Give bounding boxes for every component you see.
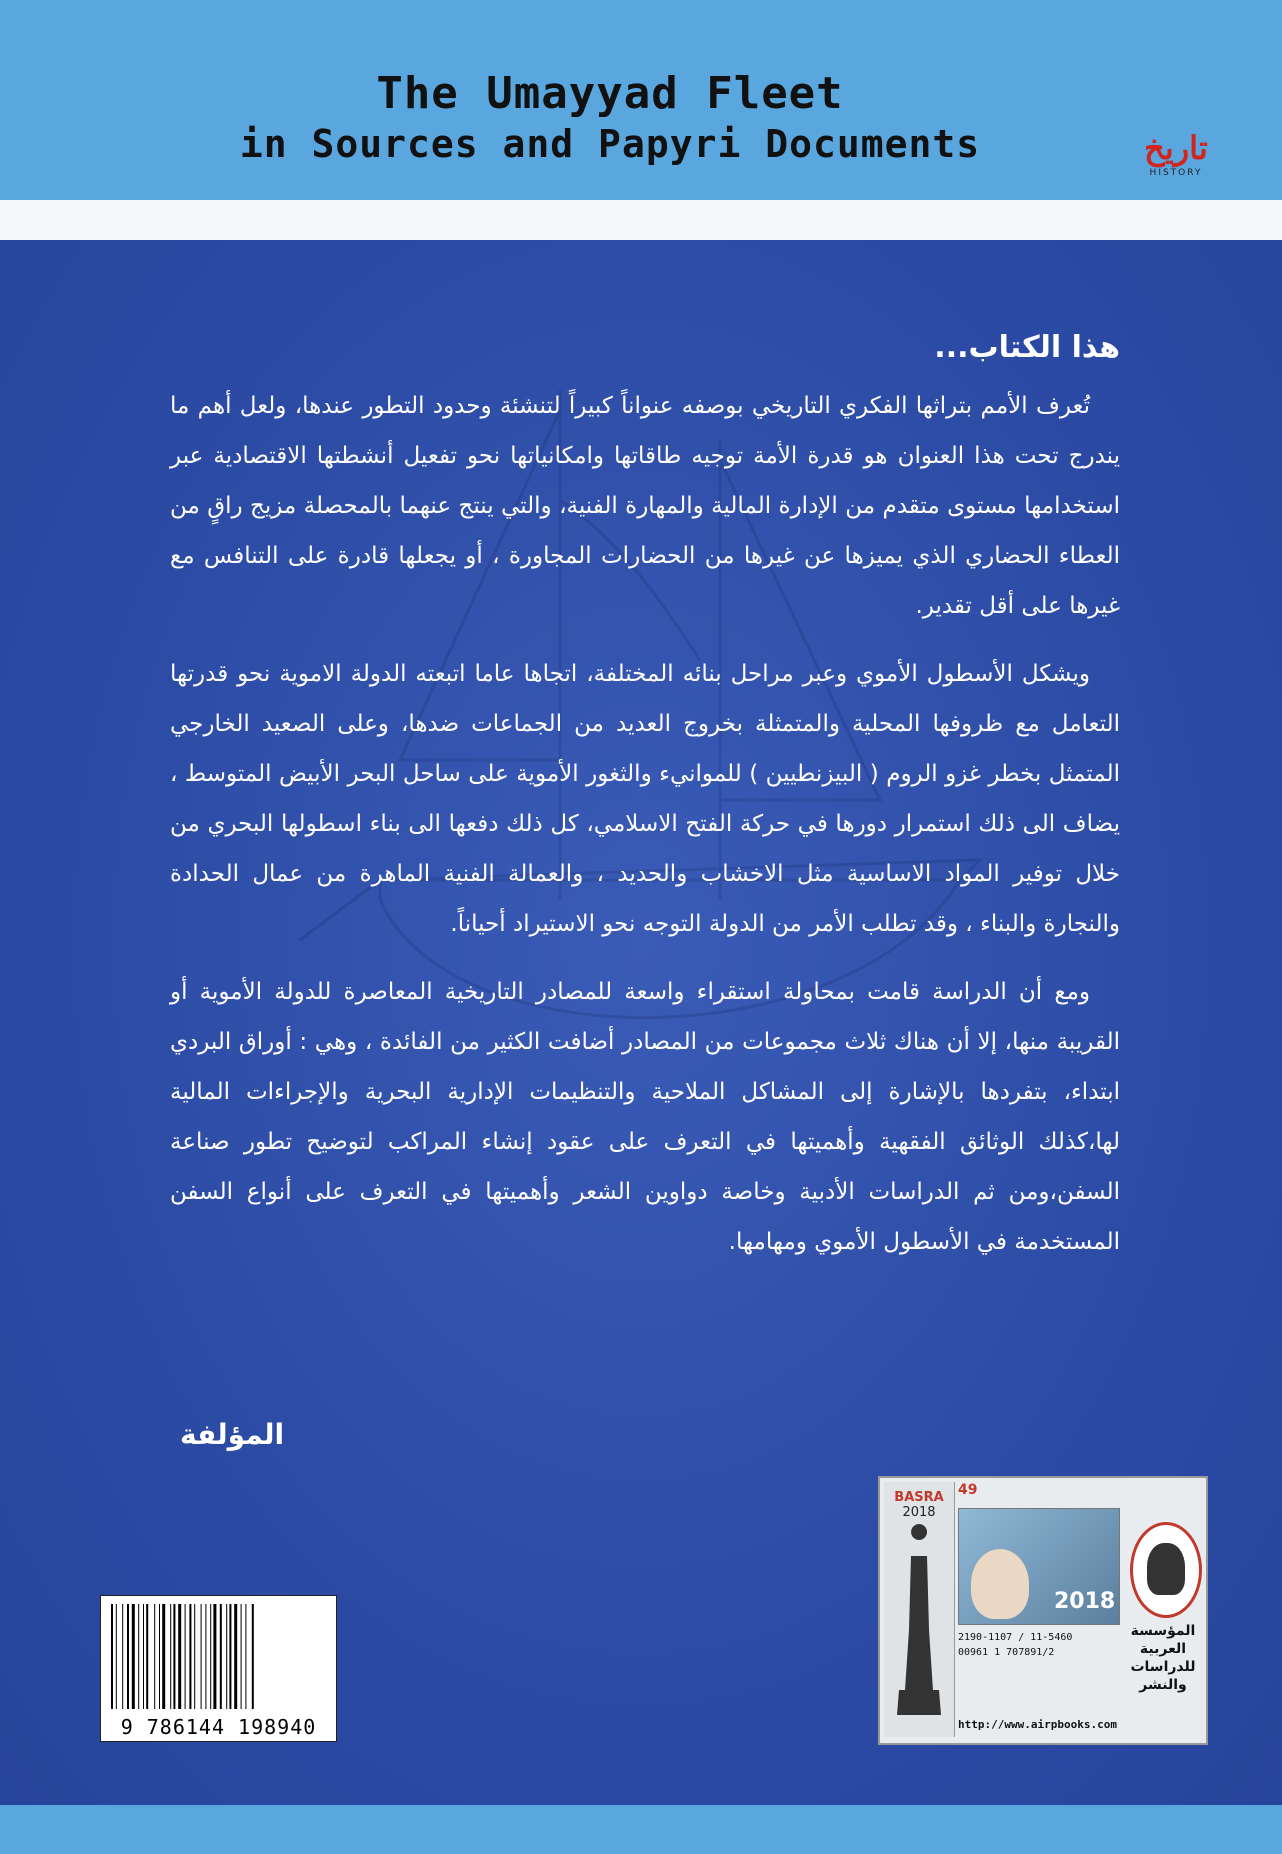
statue-icon [889, 1520, 949, 1720]
sticker-main-panel [958, 1482, 1202, 1737]
sticker-url: http://www.airpbooks.com [958, 1718, 1117, 1731]
blurb-text [170, 330, 1120, 1285]
blurb-paragraph-1: تُعرف الأمم بتراثها الفكري التاريخي بوصفه عنواناً كبيراً لتنشئة وحدود التطور عندها، ولعل أهم ما يندرج تحت هذا العنوان هو قدرة الأمة توجيه طاقاتها وامكانياتها نحو تفعيل أنشطتها الاقتصادية عبر استخدامها مستوى متقدم من الإدارة المالية والمهارة الفنية، والتي ينتج عنهما بالمحصلة مزيج راقٍ من العطاء الحضاري الذي يميزها عن غيرها من الحضارات المجاورة ، أو يجعلها قادرة على التنافس مع غيرها على أقل تقدير. [170, 393, 1120, 619]
white-stripe [0, 200, 1282, 240]
sticker-phone-line: 2190-1107 / 11-5460 [958, 1632, 1073, 1643]
sticker-city: BASRA [894, 1490, 944, 1505]
bottom-band [0, 1805, 1282, 1854]
isbn-barcode [100, 1595, 337, 1742]
sticker-photo [958, 1508, 1120, 1625]
blurb-paragraph-3: ومع أن الدراسة قامت بمحاولة استقراء واسعة للمصادر التاريخية المعاصرة للدولة الأموية أو القريبة منها، إلا أن هناك ثلاث مجموعات من المصادر أضافت الكثير من الفائدة ، وهي : أوراق البردي ابتداء، بتفردها بالإشارة إلى المشاكل الملاحية والتنظيمات الإدارية البحرية والإجراءات المالية لها،كذلك الوثائق الفقهية وأهميتها في التعرف على عقود إنشاء المراكب لتوضيح تطور صناعة السفن،ومن ثم الدراسات الأدبية وخاصة دواوين الشعر وأهميتها في التعرف على أنواع السفن المستخدمة في الأسطول الأموي ومهامها. [170, 979, 1120, 1255]
publisher-emblem-icon [1130, 1522, 1202, 1618]
sticker-statue-panel [884, 1482, 955, 1737]
title-en-line2: in Sources and Papyri Documents [239, 122, 981, 166]
barcode-bars-icon [111, 1604, 326, 1709]
sticker-count: 49 [958, 1482, 978, 1498]
publisher-series-logo [1136, 130, 1216, 194]
blurb-heading: هذا الكتاب... [934, 330, 1120, 365]
sticker-year: 2018 [902, 1505, 936, 1520]
sticker-publisher: المؤسسة العربية للدراسات والنشر [1130, 1623, 1196, 1693]
logo-mark: تاريخ [1144, 129, 1208, 167]
sticker-photo-year: 2018 [1054, 1589, 1116, 1614]
author-signature: المؤلفة [180, 1418, 285, 1451]
title-en-line1: The Umayyad Fleet [376, 68, 844, 119]
sticker-phones [958, 1630, 1118, 1660]
blurb-paragraph-2: ويشكل الأسطول الأموي وعبر مراحل بنائه المختلفة، اتجاها عاما اتبعته الدولة الاموية نحو قدرتها التعامل مع ظروفها المحلية والمتمثلة بخروج العديد من الجماعات ضدها، وعلى الصعيد الخارجي المتمثل بخطر غزو الروم ( البيزنطيين ) للموانيء والثغور الأموية على ساحل البحر الأبيض المتوسط ، يضاف الى ذلك استمرار دورها في حركة الفتح الاسلامي، كل ذلك دفعها الى بناء اسطولها البحري من خلال توفير المواد الاساسية مثل الاخشاب والحديد ، والعمالة الفنية الماهرة من عمال الحدادة والنجارة والبناء ، وقد تطلب الأمر من الدولة التوجه نحو الاستيراد أحياناً. [170, 661, 1120, 937]
sticker-phone-line: 00961 1 707891/2 [958, 1647, 1055, 1658]
isbn-number: 9 786144 198940 [120, 1715, 317, 1739]
book-fair-sticker [878, 1476, 1208, 1745]
portrait-icon [971, 1549, 1029, 1619]
logo-subtitle: HISTORY [1149, 168, 1203, 178]
